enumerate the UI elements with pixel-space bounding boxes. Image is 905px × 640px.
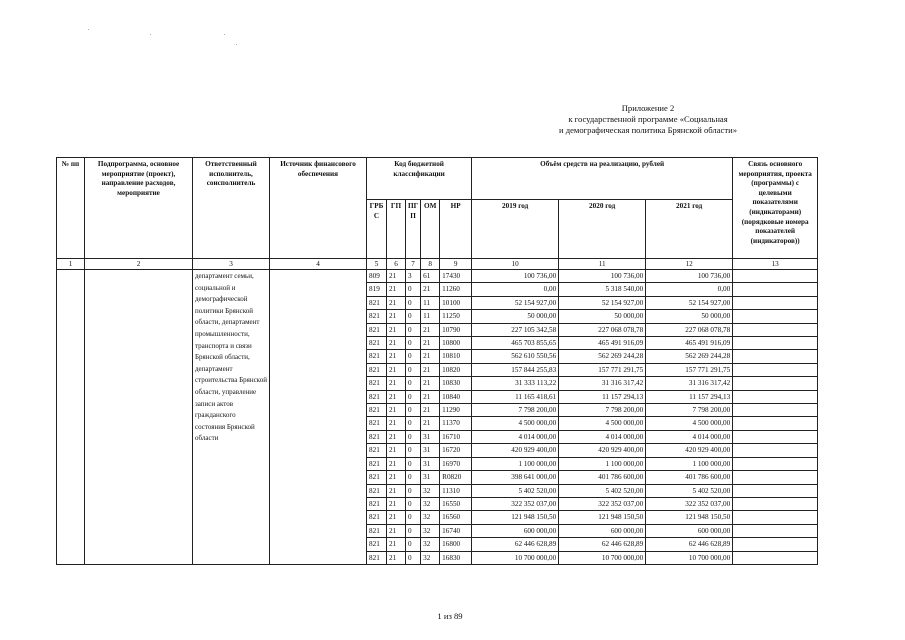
- cell-2019: 562 610 550,56: [472, 350, 559, 363]
- table-row: [57, 270, 818, 283]
- cell-pgp: 0: [406, 457, 421, 470]
- cell-2020: 121 948 150,50: [559, 511, 646, 524]
- cell-pgp: 3: [406, 270, 421, 283]
- cell-grbs: 821: [367, 444, 387, 457]
- cell-gp: 21: [387, 310, 406, 323]
- cell-pgp: 0: [406, 390, 421, 403]
- cell-grbs: 821: [367, 350, 387, 363]
- cell-2019: 52 154 927,00: [472, 296, 559, 309]
- cell-2020: 50 000,00: [559, 310, 646, 323]
- cell-nr: 10100: [440, 296, 472, 309]
- cell-gp: 21: [387, 524, 406, 537]
- scan-speck: [236, 44, 237, 45]
- cell-nr: 16830: [440, 551, 472, 564]
- cell-2020: 4 500 000,00: [559, 417, 646, 430]
- appendix-line-2: к государственной программе «Социальная: [568, 114, 728, 124]
- cell-2019: 121 948 150,50: [472, 511, 559, 524]
- cell-gp: 21: [387, 551, 406, 564]
- cell-nr: 16710: [440, 430, 472, 443]
- cell-link: [733, 296, 818, 309]
- cell-om: 32: [421, 551, 440, 564]
- cell-nr: 17430: [440, 270, 472, 283]
- cell-gp: 21: [387, 270, 406, 283]
- cell-2019: 600 000,00: [472, 524, 559, 537]
- cell-om: 21: [421, 363, 440, 376]
- cell-nr: 16800: [440, 538, 472, 551]
- cell-2020: 465 491 916,09: [559, 337, 646, 350]
- cell-grbs: 819: [367, 283, 387, 296]
- cell-pgp: 0: [406, 377, 421, 390]
- cell-pgp: 0: [406, 524, 421, 537]
- cell-om: 21: [421, 283, 440, 296]
- cell-om: 11: [421, 296, 440, 309]
- cell-2020: 7 798 200,00: [559, 404, 646, 417]
- cell-om: 32: [421, 524, 440, 537]
- cell-2020: 4 014 000,00: [559, 430, 646, 443]
- column-number: 4: [270, 259, 367, 270]
- cell-2019: 4 500 000,00: [472, 417, 559, 430]
- column-number: 9: [440, 259, 472, 270]
- cell-subprogram: [85, 270, 193, 565]
- cell-2019: 100 736,00: [472, 270, 559, 283]
- cell-gp: 21: [387, 417, 406, 430]
- cell-2021: 600 000,00: [646, 524, 733, 537]
- cell-link: [733, 538, 818, 551]
- cell-link: [733, 497, 818, 510]
- cell-pgp: 0: [406, 323, 421, 336]
- column-number: 11: [559, 259, 646, 270]
- cell-nr: 16550: [440, 497, 472, 510]
- column-number: 7: [406, 259, 421, 270]
- cell-2021: 1 100 000,00: [646, 457, 733, 470]
- cell-2019: 157 844 255,83: [472, 363, 559, 376]
- cell-grbs: 821: [367, 538, 387, 551]
- cell-2020: 1 100 000,00: [559, 457, 646, 470]
- cell-2021: 322 352 037,00: [646, 497, 733, 510]
- header-nr: НР: [440, 200, 472, 259]
- cell-2019: 322 352 037,00: [472, 497, 559, 510]
- cell-nr: 10790: [440, 323, 472, 336]
- cell-om: 21: [421, 350, 440, 363]
- cell-grbs: 821: [367, 511, 387, 524]
- cell-grbs: 821: [367, 404, 387, 417]
- scan-speck: [88, 29, 89, 30]
- cell-gp: 21: [387, 457, 406, 470]
- cell-link: [733, 511, 818, 524]
- scan-speck: [150, 34, 151, 35]
- header-gp: ГП: [387, 200, 406, 259]
- cell-2020: 562 269 244,28: [559, 350, 646, 363]
- cell-om: 21: [421, 390, 440, 403]
- header-link: Связь основного мероприятия, проекта (программы) с целевыми показателями (индикаторами) (порядковые номера показателей (индикаторов)): [733, 158, 818, 259]
- cell-om: 32: [421, 511, 440, 524]
- cell-link: [733, 457, 818, 470]
- cell-2020: 31 316 317,42: [559, 377, 646, 390]
- cell-2019: 7 798 200,00: [472, 404, 559, 417]
- header-pgp: ПГ П: [406, 200, 421, 259]
- cell-grbs: 821: [367, 484, 387, 497]
- cell-grbs: 821: [367, 323, 387, 336]
- cell-2020: 5 318 540,00: [559, 283, 646, 296]
- cell-gp: 21: [387, 377, 406, 390]
- cell-link: [733, 444, 818, 457]
- cell-nr: 10820: [440, 363, 472, 376]
- cell-num: [57, 270, 85, 565]
- cell-2021: 10 700 000,00: [646, 551, 733, 564]
- cell-source: [270, 270, 367, 565]
- cell-2021: 62 446 628,89: [646, 538, 733, 551]
- cell-2020: 5 402 520,00: [559, 484, 646, 497]
- cell-grbs: 821: [367, 457, 387, 470]
- cell-2019: 465 703 855,65: [472, 337, 559, 350]
- cell-nr: 16560: [440, 511, 472, 524]
- cell-nr: 10830: [440, 377, 472, 390]
- cell-nr: 11250: [440, 310, 472, 323]
- cell-grbs: 821: [367, 377, 387, 390]
- cell-link: [733, 310, 818, 323]
- cell-gp: 21: [387, 283, 406, 296]
- cell-2020: 52 154 927,00: [559, 296, 646, 309]
- cell-2021: 227 068 078,78: [646, 323, 733, 336]
- cell-nr: 16970: [440, 457, 472, 470]
- cell-gp: 21: [387, 296, 406, 309]
- cell-gp: 21: [387, 337, 406, 350]
- cell-gp: 21: [387, 538, 406, 551]
- cell-2019: 62 446 628,89: [472, 538, 559, 551]
- scan-speck: [224, 34, 225, 35]
- cell-2019: 398 641 000,00: [472, 471, 559, 484]
- cell-2021: 0,00: [646, 283, 733, 296]
- cell-2021: 401 786 600,00: [646, 471, 733, 484]
- cell-om: 32: [421, 538, 440, 551]
- cell-om: 21: [421, 417, 440, 430]
- column-number: 2: [85, 259, 193, 270]
- cell-2020: 322 352 037,00: [559, 497, 646, 510]
- cell-link: [733, 524, 818, 537]
- appendix-line-3: и демографическая политика Брянской области»: [558, 125, 738, 135]
- column-number: 12: [646, 259, 733, 270]
- cell-gp: 21: [387, 511, 406, 524]
- cell-2019: 50 000,00: [472, 310, 559, 323]
- cell-gp: 21: [387, 363, 406, 376]
- cell-gp: 21: [387, 444, 406, 457]
- budget-table: [56, 157, 818, 565]
- cell-nr: 11310: [440, 484, 472, 497]
- cell-2020: 420 929 400,00: [559, 444, 646, 457]
- cell-link: [733, 417, 818, 430]
- cell-om: 11: [421, 310, 440, 323]
- cell-gp: 21: [387, 497, 406, 510]
- cell-link: [733, 430, 818, 443]
- column-number: 13: [733, 259, 818, 270]
- cell-pgp: 0: [406, 484, 421, 497]
- cell-grbs: 821: [367, 363, 387, 376]
- cell-om: 31: [421, 471, 440, 484]
- cell-2019: 227 105 342,58: [472, 323, 559, 336]
- cell-2020: 100 736,00: [559, 270, 646, 283]
- page-counter: 1 из 89: [437, 611, 463, 621]
- cell-link: [733, 484, 818, 497]
- header-source: Источник финансового обеспечения: [270, 158, 367, 259]
- cell-grbs: 821: [367, 310, 387, 323]
- cell-2020: 10 700 000,00: [559, 551, 646, 564]
- cell-grbs: 821: [367, 551, 387, 564]
- cell-2021: 50 000,00: [646, 310, 733, 323]
- cell-om: 21: [421, 337, 440, 350]
- cell-2021: 100 736,00: [646, 270, 733, 283]
- cell-pgp: 0: [406, 551, 421, 564]
- column-number-row: [57, 259, 818, 270]
- cell-pgp: 0: [406, 497, 421, 510]
- cell-nr: 11290: [440, 404, 472, 417]
- header-2021: 2021 год: [646, 200, 733, 259]
- cell-2019: 11 165 418,61: [472, 390, 559, 403]
- cell-nr: 11370: [440, 417, 472, 430]
- cell-grbs: 821: [367, 296, 387, 309]
- column-number: 3: [193, 259, 270, 270]
- cell-2021: 562 269 244,28: [646, 350, 733, 363]
- cell-grbs: 821: [367, 524, 387, 537]
- header-om: ОМ: [421, 200, 440, 259]
- column-number: 6: [387, 259, 406, 270]
- cell-om: 21: [421, 323, 440, 336]
- cell-nr: 16740: [440, 524, 472, 537]
- cell-grbs: 821: [367, 497, 387, 510]
- cell-2020: 11 157 294,13: [559, 390, 646, 403]
- cell-2021: 465 491 916,09: [646, 337, 733, 350]
- header-num: № пп: [57, 158, 85, 259]
- cell-om: 31: [421, 430, 440, 443]
- cell-link: [733, 283, 818, 296]
- cell-2021: 420 929 400,00: [646, 444, 733, 457]
- cell-om: 32: [421, 497, 440, 510]
- cell-gp: 21: [387, 390, 406, 403]
- cell-2021: 7 798 200,00: [646, 404, 733, 417]
- cell-link: [733, 337, 818, 350]
- cell-link: [733, 270, 818, 283]
- column-number: 5: [367, 259, 387, 270]
- cell-2020: 62 446 628,89: [559, 538, 646, 551]
- cell-2021: 11 157 294,13: [646, 390, 733, 403]
- cell-2019: 1 100 000,00: [472, 457, 559, 470]
- cell-nr: 11260: [440, 283, 472, 296]
- header-grbs: ГРБ С: [367, 200, 387, 259]
- cell-pgp: 0: [406, 310, 421, 323]
- cell-om: 31: [421, 457, 440, 470]
- cell-link: [733, 350, 818, 363]
- cell-2020: 600 000,00: [559, 524, 646, 537]
- cell-grbs: 821: [367, 430, 387, 443]
- cell-2020: 227 068 078,78: [559, 323, 646, 336]
- column-number: 1: [57, 259, 85, 270]
- cell-gp: 21: [387, 323, 406, 336]
- cell-2020: 401 786 600,00: [559, 471, 646, 484]
- cell-2019: 5 402 520,00: [472, 484, 559, 497]
- cell-link: [733, 377, 818, 390]
- cell-grbs: 809: [367, 270, 387, 283]
- cell-grbs: 821: [367, 471, 387, 484]
- cell-link: [733, 471, 818, 484]
- cell-gp: 21: [387, 484, 406, 497]
- cell-nr: 10810: [440, 350, 472, 363]
- cell-link: [733, 551, 818, 564]
- header-executor: Ответственный исполнитель, соисполнитель: [193, 158, 270, 259]
- appendix-caption: [536, 103, 760, 136]
- cell-grbs: 821: [367, 417, 387, 430]
- header-volume: Объём средств на реализацию, рублей: [472, 158, 733, 200]
- cell-2021: 4 014 000,00: [646, 430, 733, 443]
- column-number: 10: [472, 259, 559, 270]
- cell-link: [733, 363, 818, 376]
- cell-nr: 16720: [440, 444, 472, 457]
- header-2019: 2019 год: [472, 200, 559, 259]
- cell-link: [733, 323, 818, 336]
- cell-2019: 31 333 113,22: [472, 377, 559, 390]
- cell-grbs: 821: [367, 390, 387, 403]
- appendix-title: Приложение 2: [621, 103, 675, 113]
- cell-pgp: 0: [406, 350, 421, 363]
- cell-nr: R0820: [440, 471, 472, 484]
- column-number: 8: [421, 259, 440, 270]
- cell-2019: 0,00: [472, 283, 559, 296]
- cell-om: 21: [421, 404, 440, 417]
- cell-2019: 420 929 400,00: [472, 444, 559, 457]
- cell-2020: 157 771 291,75: [559, 363, 646, 376]
- cell-pgp: 0: [406, 430, 421, 443]
- cell-2021: 31 316 317,42: [646, 377, 733, 390]
- cell-om: 61: [421, 270, 440, 283]
- cell-gp: 21: [387, 350, 406, 363]
- cell-2021: 157 771 291,75: [646, 363, 733, 376]
- cell-pgp: 0: [406, 511, 421, 524]
- cell-2021: 121 948 150,50: [646, 511, 733, 524]
- cell-pgp: 0: [406, 296, 421, 309]
- cell-2021: 52 154 927,00: [646, 296, 733, 309]
- cell-grbs: 821: [367, 337, 387, 350]
- cell-2019: 10 700 000,00: [472, 551, 559, 564]
- cell-pgp: 0: [406, 363, 421, 376]
- cell-2021: 5 402 520,00: [646, 484, 733, 497]
- cell-pgp: 0: [406, 404, 421, 417]
- cell-link: [733, 404, 818, 417]
- cell-pgp: 0: [406, 444, 421, 457]
- cell-om: 31: [421, 444, 440, 457]
- cell-nr: 10840: [440, 390, 472, 403]
- cell-nr: 10800: [440, 337, 472, 350]
- cell-pgp: 0: [406, 471, 421, 484]
- cell-pgp: 0: [406, 337, 421, 350]
- cell-gp: 21: [387, 404, 406, 417]
- cell-om: 32: [421, 484, 440, 497]
- cell-pgp: 0: [406, 538, 421, 551]
- header-2020: 2020 год: [559, 200, 646, 259]
- cell-pgp: 0: [406, 417, 421, 430]
- header-subprogram: Подпрограмма, основное мероприятие (проект), направление расходов, мероприятие: [85, 158, 193, 259]
- cell-executor: департамент семьи, социальной и демографической политики Брянской области, департамент промышленности, транспорта и связи Брянской области, департамент строительства Брянской области, управление записи актов гражданского состояния Брянской области: [193, 270, 270, 565]
- cell-gp: 21: [387, 430, 406, 443]
- cell-2019: 4 014 000,00: [472, 430, 559, 443]
- cell-2021: 4 500 000,00: [646, 417, 733, 430]
- cell-om: 21: [421, 377, 440, 390]
- cell-link: [733, 390, 818, 403]
- header-budget-code: Код бюджетной классификации: [367, 158, 472, 200]
- cell-gp: 21: [387, 471, 406, 484]
- cell-pgp: 0: [406, 283, 421, 296]
